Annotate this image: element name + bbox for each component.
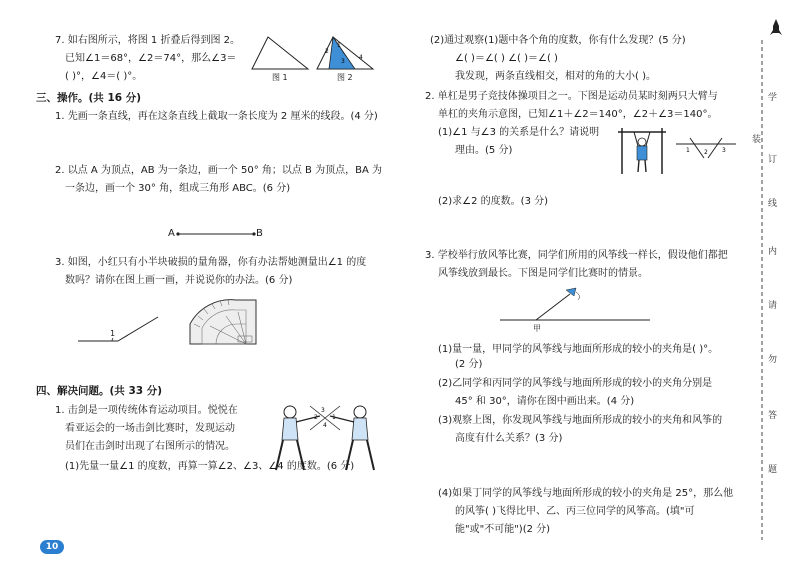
op3-line2: 数吗？请你在图上画一画，并说说你的办法。(6 分) (65, 275, 293, 286)
margin-char-9: 题 (768, 465, 778, 475)
p2-sub2: (2)求∠2 的度数。(3 分) (438, 196, 549, 207)
binding-dashed-line (760, 40, 764, 540)
p1-line1: 1. 击剑是一项传统体育运动项目。悦悦在 (55, 405, 238, 416)
margin-char-3: 订 (768, 155, 778, 165)
p3-sub4c: 能"或"不可能")(2 分) (455, 524, 551, 535)
p1-sub2-finding: 我发现，两条直线相交，相对的角的大小( )。 (455, 71, 656, 82)
bar-angle-diagram (676, 138, 736, 160)
p3-sub3a: (3)观察上图，你发现风筝线与地面所形成的较小的夹角和风筝的 (438, 415, 723, 426)
op2-line2: 一条边，画一个 30° 角，组成三角形 ABC。(6 分) (65, 183, 291, 194)
angle-1-figure (78, 315, 160, 345)
p1-sub1: (1)先量一量∠1 的度数，再算一算∠2、∠3、∠4 的度数。(6 分) (65, 461, 355, 472)
p3-sub1: (1)量一量，甲同学的风筝线与地面所形成的较小的夹角是( )°。 (438, 344, 719, 355)
q7-line2: 已知∠1＝68°，∠2＝74°，那么∠3＝ (65, 53, 237, 64)
margin-char-8: 答 (768, 411, 778, 421)
svg-text:3: 3 (341, 58, 345, 65)
op3-line1: 3. 如图，小红只有小半块破损的量角器，你有办法帮她测量出∠1 的度 (55, 257, 367, 268)
p3-line1: 3. 学校举行放风筝比赛，同学们所用的风筝线一样长，假设他们都把 (425, 250, 728, 261)
p2-sub1: (1)∠1 与∠3 的关系是什么？请说明 (438, 127, 600, 138)
svg-text:2: 2 (704, 149, 708, 156)
p2-line2: 单杠的夹角示意图，已知∠1＋∠2＝140°，∠2＋∠3＝140°。 (438, 109, 718, 120)
svg-text:1: 1 (686, 147, 690, 154)
svg-text:4: 4 (359, 54, 363, 61)
point-a-label: A (168, 228, 175, 239)
fig2-label: 图 2 (337, 73, 353, 82)
p2-line1: 2. 单杠是男子竞技体操项目之一。下图是运动员某时刻两只大臂与 (425, 91, 718, 102)
svg-text:2: 2 (314, 414, 318, 421)
p3-sub3b: 高度有什么关系？(3 分) (455, 433, 563, 444)
p3-sub4b: 的风筝( )飞得比甲、乙、丙三位同学的风筝高。(填"可 (455, 506, 695, 517)
p3-sub4a: (4)如果丁同学的风筝线与地面所形成的较小的夹角是 25°，那么他 (438, 488, 734, 499)
kite-figure (500, 284, 660, 328)
segment-ab (178, 231, 254, 237)
protractor-icon (188, 296, 258, 346)
fold-figure-1 (250, 35, 310, 75)
kite-person-jia: 甲 (533, 324, 541, 333)
p3-sub2a: (2)乙同学和丙同学的风筝线与地面所形成的较小的夹角分别是 (438, 378, 713, 389)
margin-char-7: 勿 (768, 355, 778, 365)
p1-sub2-blanks: ∠( )＝∠( ) ∠( )＝∠( ) (455, 53, 558, 64)
margin-char-2: 装 (752, 135, 762, 145)
margin-char-6: 请 (768, 301, 778, 311)
angle-1-label: 1 (110, 329, 116, 338)
page-number-badge: 10 (40, 540, 64, 554)
op1-text: 1. 先画一条直线，再在这条直线上截取一条长度为 2 厘米的线段。(4 分) (55, 111, 378, 122)
margin-char-4: 线 (768, 199, 778, 209)
section3-heading: 三、操作。(共 16 分) (36, 92, 142, 104)
point-b-label: B (256, 228, 263, 239)
svg-text:1: 1 (332, 414, 336, 421)
fig1-label: 图 1 (272, 73, 288, 82)
section4-heading: 四、解决问题。(共 33 分) (36, 385, 163, 397)
p1-sub2: (2)通过观察(1)题中各个角的度数，你有什么发现？(5 分) (430, 35, 686, 46)
margin-char-1: 学 (768, 93, 778, 103)
gymnast-illustration (616, 124, 668, 176)
svg-text:4: 4 (323, 422, 327, 429)
p3-line2: 风筝线放到最长。下图是同学们比赛时的情景。 (438, 268, 648, 279)
svg-text:2: 2 (325, 48, 329, 55)
p3-sub1b: (2 分) (455, 359, 483, 370)
p1-line3: 员们在击剑时出现了右图所示的情况。 (65, 441, 235, 452)
svg-text:3: 3 (321, 407, 325, 414)
svg-text:1: 1 (337, 42, 341, 49)
p2-sub1b: 理由。(5 分) (455, 145, 513, 156)
fold-figure-2 (315, 35, 375, 75)
q7-line3: ( )°，∠4＝( )°。 (65, 71, 143, 82)
op2-line1: 2. 以点 A 为顶点，AB 为一条边，画一个 50° 角；以点 B 为顶点，BA 为 (55, 165, 382, 176)
rocket-icon (770, 18, 782, 38)
p3-sub2b: 45° 和 30°，请你在图中画出来。(4 分) (455, 396, 635, 407)
margin-char-5: 内 (768, 247, 778, 257)
svg-text:3: 3 (722, 147, 726, 154)
q7-line1: 7. 如右图所示，将图 1 折叠后得到图 2。 (55, 35, 240, 46)
p1-line2: 看亚运会的一场击剑比赛时，发现运动 (65, 423, 235, 434)
